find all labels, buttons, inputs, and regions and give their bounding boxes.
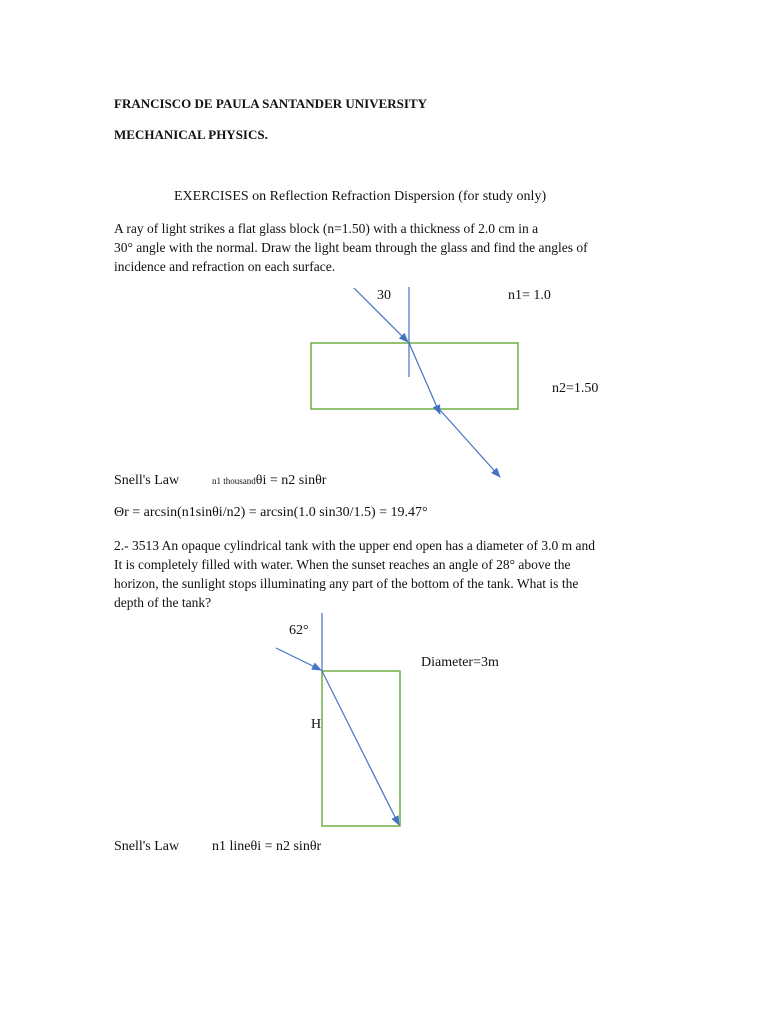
snell-law-formula-2: n1 lineθi = n2 sinθr (212, 839, 322, 854)
exercise-title: EXERCISES on Reflection Refraction Dispersion (for study only) (174, 189, 547, 204)
refracted-ray (409, 343, 440, 414)
n2-label: n2=1.50 (552, 381, 599, 396)
snell-law-label-2: Snell's Law (114, 839, 180, 854)
snell-law-formula (212, 473, 326, 489)
n1-label: n1= 1.0 (508, 288, 551, 303)
course-title: MECHANICAL PHYSICS. (114, 127, 268, 142)
problem2-line: 2.- 3513 An opaque cylindrical tank with the upper end open has a diameter of 3.0 m and (114, 538, 595, 553)
problem2-text (114, 536, 614, 612)
height-label: H (311, 717, 322, 732)
refraction-result: Θr = arcsin(n1sinθi/n2) = arcsin(1.0 sin30/1.5) = 19.47° (114, 505, 428, 520)
university-title: FRANCISCO DE PAULA SANTANDER UNIVERSITY (114, 96, 428, 111)
diameter-label: Diameter=3m (421, 655, 499, 670)
snell-law-label: Snell's Law (114, 473, 180, 488)
problem2-line: horizon, the sunlight stops illuminating any part of the bottom of the tank. What is the (114, 576, 579, 591)
glass-block (311, 343, 518, 409)
refracted-ray-tank (322, 671, 399, 825)
emergent-ray (440, 410, 500, 477)
angle-label-62: 62° (289, 623, 309, 638)
problem1-line: 30° angle with the normal. Draw the light beam through the glass and find the angles of (114, 240, 588, 255)
problem1-line: incidence and refraction on each surface. (114, 259, 336, 274)
problem2-line: It is completely filled with water. When the sunset reaches an angle of 28° above the (114, 557, 571, 572)
snell-small-text: n1 thousand (212, 476, 256, 486)
sunlight-ray (276, 648, 321, 670)
problem2-line: depth of the tank? (114, 595, 212, 610)
angle-label-30: 30 (377, 288, 391, 303)
snell-formula-rest: θi = n2 sinθr (255, 473, 327, 488)
problem1-line: A ray of light strikes a flat glass block (n=1.50) with a thickness of 2.0 cm in a (114, 221, 539, 236)
